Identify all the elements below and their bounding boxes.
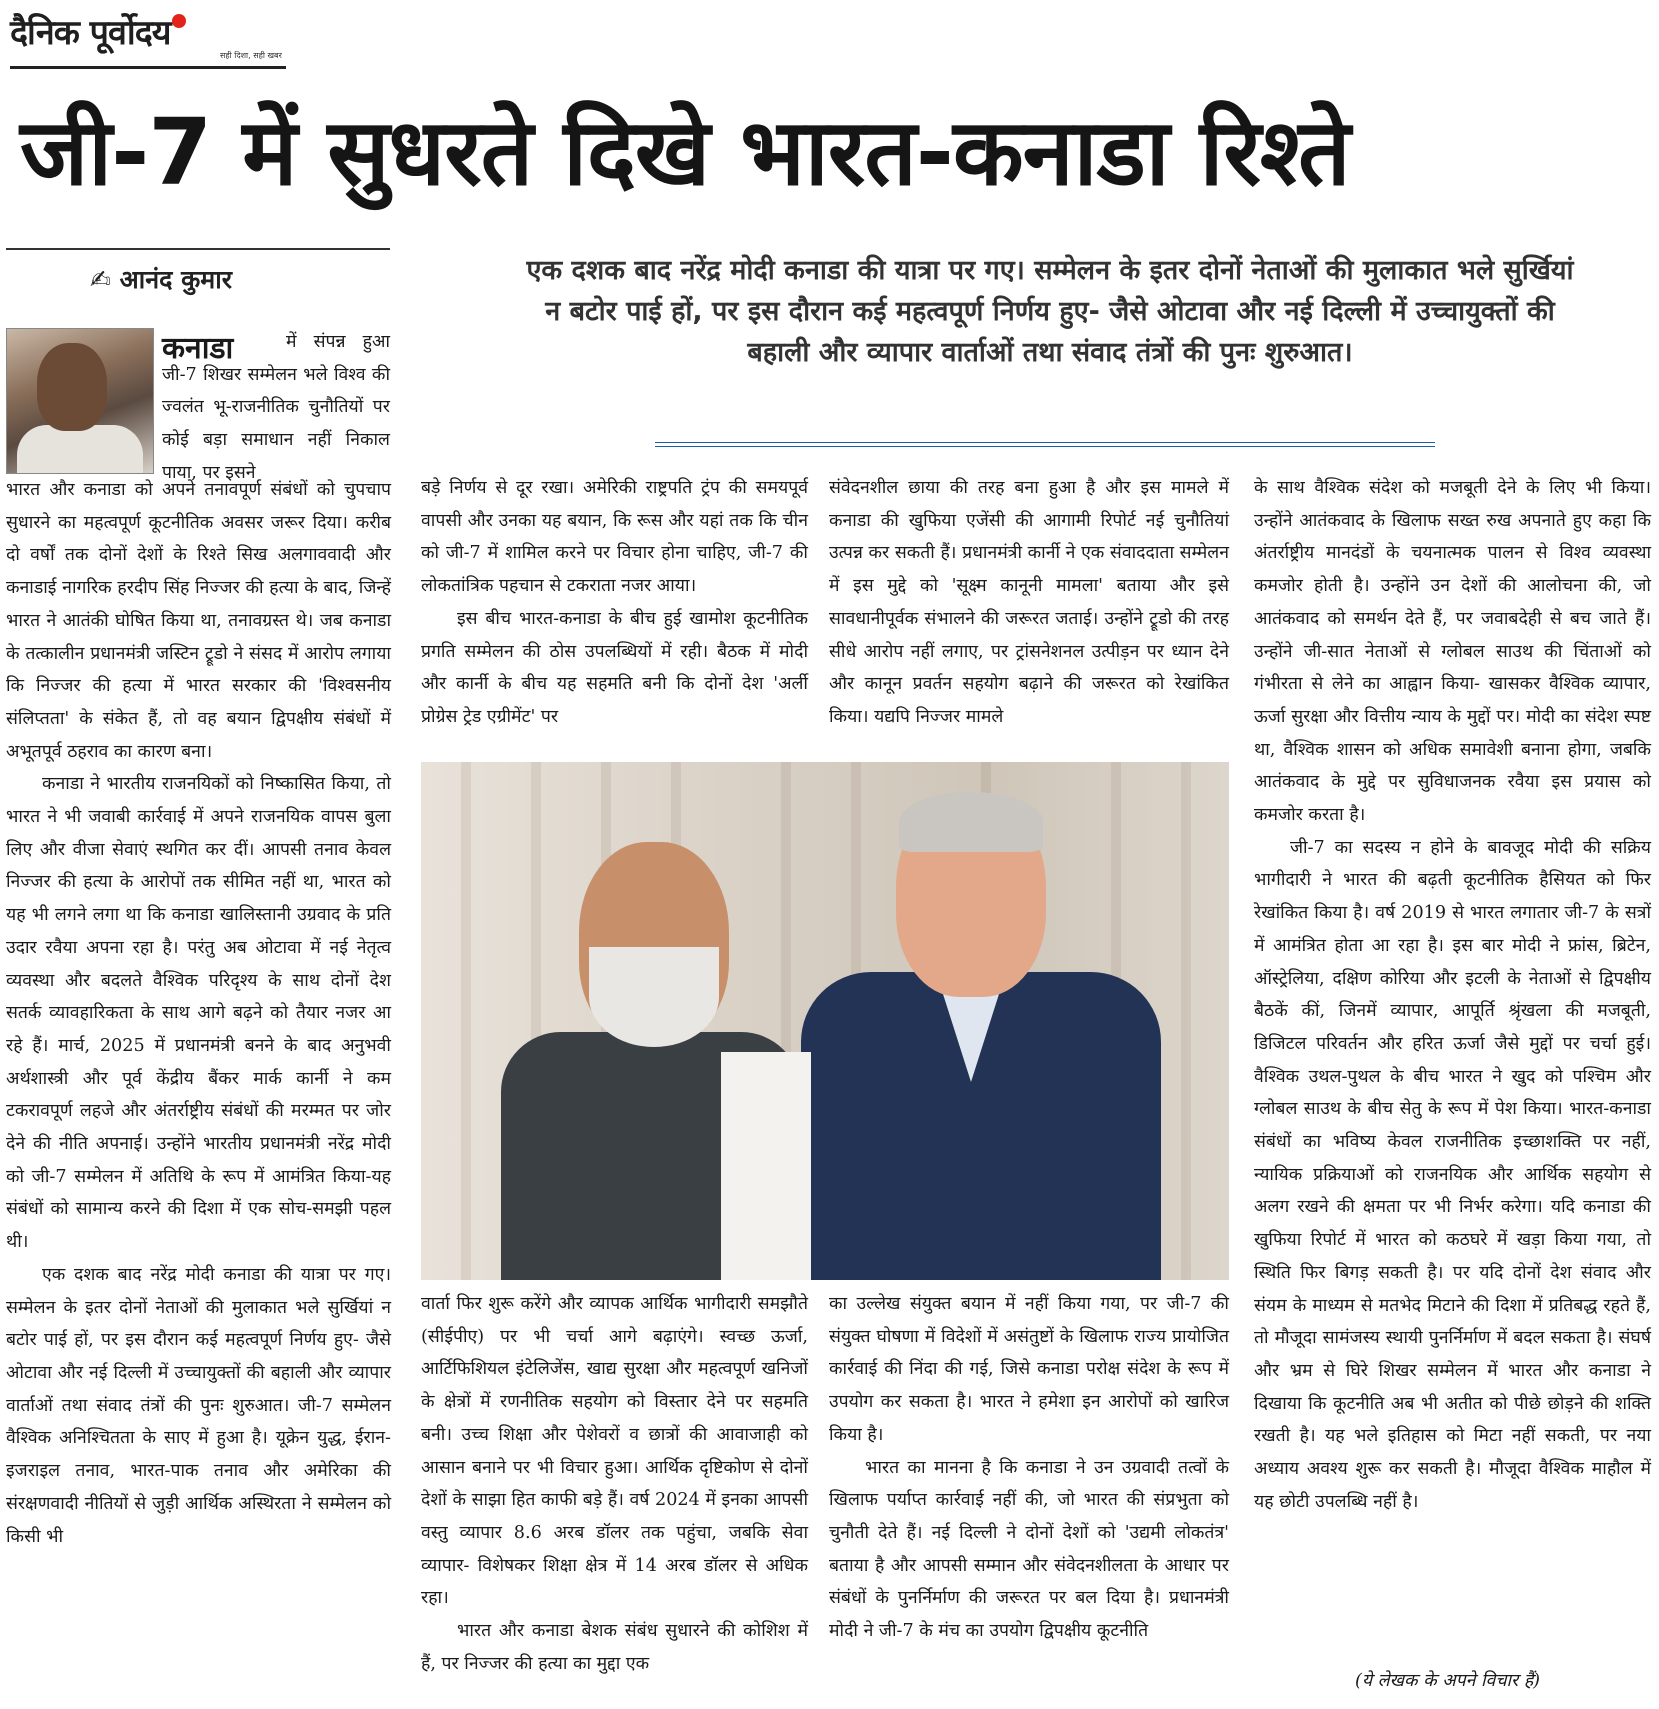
- paragraph: इस बीच भारत-कनाडा के बीच हुई खामोश कूटनीतिक प्रगति सम्मेलन की ठोस उपलब्धियों में रही। बैठक में मोदी और कार्नी के बीच यह सहमति बनी कि दोनों देश 'अर्ली प्रोग्रेस ट्रेड एग्रीमेंट' पर: [421, 608, 808, 727]
- paragraph: बड़े निर्णय से दूर रखा। अमेरिकी राष्ट्रपति ट्रंप की समयपूर्व वापसी और उनका यह बयान, कि रूस और यहां तक कि चीन को जी-7 में शामिल करने पर विचार होना चाहिए, जी-7 की लोकतांत्रिक पहचान से टकराता नजर आया।: [421, 478, 808, 597]
- author-photo: [6, 328, 154, 474]
- paragraph: कनाडा ने भारतीय राजनयिकों को निष्कासित किया, तो भारत ने भी जवाबी कार्रवाई में अपने राजनयिक वापस बुला लिए और वीजा सेवाएं स्थगित कर दीं। आपसी तनाव केवल निज्जर की हत्या के आरोपों तक सीमित नहीं था, भारत को यह भी लगने लगा था कि कनाडा खालिस्तानी उग्रवाद के प्रति उदार रवैया अपना रहा है। परंतु अब ओटावा में नई नेतृत्व व्यवस्था और बदलते वैश्विक परिदृश्य के साथ दोनों देश सतर्क व्यावहारिकता के साथ आगे बढ़ने को तैयार नजर आ रहे हैं। मार्च, 2025 में प्रधानमंत्री बनने के बाद अनुभवी अर्थशास्त्री और पूर्व केंद्रीय बैंकर मार्क कार्नी ने कम टकरावपूर्ण लहजे और अंतर्राष्ट्रीय संबंधों की मरम्मत पर जोर देने की नीति अपनाई। उन्होंने भारतीय प्रधानमंत्री नरेंद्र मोदी को जी-7 सम्मेलन में अतिथि के रूप में आमंत्रित किया-यह संबंधों को सामान्य करने की दिशा में एक सोच-समझी पहल थी।: [6, 774, 391, 1253]
- headline: जी-7 में सुधरते दिखे भारत-कनाडा रिश्ते: [20, 99, 1350, 206]
- paragraph: वार्ता फिर शुरू करेंगे और व्यापक आर्थिक भागीदारी समझौते (सीईपीए) पर भी चर्चा आगे बढ़ाएंगे। स्वच्छ ऊर्जा, आर्टिफिशियल इंटेलिजेंस, खाद्य सुरक्षा और महत्वपूर्ण खनिजों के क्षेत्रों में रणनीतिक सहयोग को विस्तार देने पर सहमति बनी। उच्च शिक्षा और पेशेवरों व छात्रों की आवाजाही को आसान बनाने पर भी विचार हुआ। आर्थिक दृष्टिकोण से दोनों देशों के साझा हित काफी बड़े हैं। वर्ष 2024 में इनका आपसी वस्तु व्यापार 8.6 अरब डॉलर तक पहुंचा, जबकि सेवा व्यापार- विशेषकर शिक्षा क्षेत्र में 14 अरब डॉलर से अधिक रहा।: [421, 1294, 808, 1609]
- paragraph: भारत का मानना है कि कनाडा ने उन उग्रवादी तत्वों के खिलाफ पर्याप्त कार्रवाई नहीं की, जो भारत की संप्रभुता को चुनौती देते हैं। नई दिल्ली ने दोनों देशों को 'उद्यमी लोकतंत्र' बताया है और आपसी सम्मान और संवेदनशीलता के आधार पर संबंधों के पुनर्निर्माण की जरूरत पर बल दिया है। प्रधानमंत्री मोदी ने जी-7 के मंच का उपयोग द्विपक्षीय कूटनीति: [829, 1457, 1229, 1642]
- masthead-sun-icon: [172, 14, 186, 28]
- author-name: आनंद कुमार: [119, 265, 232, 294]
- column-1: [6, 474, 391, 1553]
- paragraph: भारत और कनाडा को अपने तनावपूर्ण संबंधों को चुपचाप सुधारने का महत्वपूर्ण कूटनीतिक अवसर जरूर दिया। करीब दो वर्षों तक दोनों देशों के रिश्ते सिख अलगाववादी और कनाडाई नागरिक हरदीप सिंह निज्जर की हत्या के बाद, जिन्हें भारत ने आतंकी घोषित किया था, तनावग्रस्त थे। जब कनाडा के तत्कालीन प्रधानमंत्री जस्टिन ट्रूडो ने संसद में आरोप लगाया कि निज्जर की हत्या में भारत सरकार की 'विश्वसनीय संलिप्तता' के संकेत हैं, तो वह बयान द्विपक्षीय संबंधों में अभूतपूर्व ठहराव का कारण बना।: [6, 480, 392, 762]
- column-2-top: [421, 472, 808, 734]
- author-disclaimer: (ये लेखक के अपने विचार हैं): [1355, 1671, 1541, 1691]
- pen-icon: ✍: [90, 265, 111, 294]
- column-3-top: [829, 472, 1229, 734]
- column-2-bottom: [421, 1288, 808, 1680]
- paragraph: में संपन्न हुआ जी-7 शिखर सम्मेलन भले विश्व की ज्वलंत भू-राजनीतिक चुनौतियों पर कोई बड़ा समाधान नहीं निकाल पाया, पर इसने: [162, 332, 390, 483]
- paragraph: एक दशक बाद नरेंद्र मोदी कनाडा की यात्रा पर गए। सम्मेलन के इतर दोनों नेताओं की मुलाकात भले सुर्खियां न बटोर पाई हों, पर इस दौरान कई महत्वपूर्ण निर्णय हुए- जैसे ओटावा और नई दिल्ली में उच्चायुक्तों की बहाली और व्यापार वार्ताओं तथा संवाद तंत्रों की पुनः शुरुआत। जी-7 सम्मेलन वैश्विक अनिश्चितता के साए में हुआ है। यूक्रेन युद्ध, ईरान-इजराइल तनाव, भारत-पाक तनाव और अमेरिका की संरक्षणवादी नीतियों से जुड़ी आर्थिक अस्थिरता ने सम्मेलन को किसी भी: [6, 1264, 391, 1547]
- column-3-bottom: [829, 1288, 1229, 1648]
- news-photo-leaders-handshake: [421, 762, 1229, 1280]
- masthead-title: दैनिक पूर्वोदय: [10, 13, 171, 53]
- column-4: [1254, 472, 1651, 1519]
- masthead: [10, 8, 290, 72]
- deck-summary: एक दशक बाद नरेंद्र मोदी कनाडा की यात्रा पर गए। सम्मेलन के इतर दोनों नेताओं की मुलाकात भले सुर्खियां न बटोर पाई हों, पर इस दौरान कई महत्वपूर्ण निर्णय हुए- जैसे ओटावा और नई दिल्ली में उच्चायुक्तों की बहाली और व्यापार वार्ताओं तथा संवाद तंत्रों की पुनः शुरुआत।: [526, 255, 1574, 368]
- column-1-lead: [162, 326, 390, 490]
- paragraph: संवेदनशील छाया की तरह बना हुआ है और इस मामले में कनाडा की खुफिया एजेंसी की आगामी रिपोर्ट नई चुनौतियां उत्पन्न कर सकती हैं। प्रधानमंत्री कार्नी ने एक संवाददाता सम्मेलन में इस मुद्दे को 'सूक्ष्म कानूनी मामला' बताया और इसे सावधानीपूर्वक संभालने की जरूरत जताई। उन्होंने ट्रूडो की तरह सीधे आरोप नहीं लगाए, पर ट्रांसनेशनल उत्पीड़न पर ध्यान देने और कानून प्रवर्तन सहयोग बढ़ाने की जरूरत को रेखांकित किया। यद्यपि निज्जर मामले: [829, 478, 1229, 727]
- paragraph: के साथ वैश्विक संदेश को मजबूती देने के लिए भी किया। उन्होंने आतंकवाद के खिलाफ सख्त रुख अपनाते हुए कहा कि अंतर्राष्ट्रीय मानदंडों के चयनात्मक पालन से विश्व व्यवस्था कमजोर होती है। उन्होंने उन देशों की आलोचना की, जो आतंकवाद को समर्थन देते हैं, पर जवाबदेही से बच जाते हैं। उन्होंने जी-सात नेताओं से ग्लोबल साउथ की चिंताओं को गंभीरता से लेने का आह्वान किया- खासकर वैश्विक व्यापार, ऊर्जा सुरक्षा और वित्तीय न्याय के मुद्दों पर। मोदी का संदेश स्पष्ट था, वैश्विक शासन को अधिक समावेशी बनाना होगा, जबकि आतंकवाद के मुद्दे पर सुविधाजनक रवैया इस प्रयास को कमजोर करता है।: [1254, 478, 1651, 826]
- byline-rule: [6, 248, 390, 250]
- deck-rule: [655, 442, 1435, 447]
- dateline: कनाडा: [162, 331, 234, 366]
- paragraph: जी-7 का सदस्य न होने के बावजूद मोदी की सक्रिय भागीदारी ने भारत की बढ़ती कूटनीतिक हैसियत को फिर रेखांकित किया है। वर्ष 2019 से भारत लगातार जी-7 के सत्रों में आमंत्रित होता आ रहा है। इस बार मोदी ने फ्रांस, ब्रिटेन, ऑस्ट्रेलिया, दक्षिण कोरिया और इटली के नेताओं से द्विपक्षीय बैठकें कीं, जिनमें व्यापार, आपूर्ति श्रृंखला की मजबूती, डिजिटल परिवर्तन और हरित ऊर्जा जैसे मुद्दों पर चर्चा हुई। वैश्विक उथल-पुथल के बीच भारत ने खुद को पश्चिम और ग्लोबल साउथ के बीच सेतु के रूप में पेश किया। भारत-कनाडा संबंधों का भविष्य केवल राजनीतिक इच्छाशक्ति पर नहीं, न्यायिक प्रक्रियाओं को राजनयिक और आर्थिक सहयोग से अलग रखने की क्षमता पर भी निर्भर करेगा। यदि कनाडा की खुफिया रिपोर्ट में भारत को कठघरे में खड़ा किया गया, तो स्थिति फिर बिगड़ सकती है। पर यदि दोनों देश संवाद और संयम के माध्यम से मतभेद मिटाने की दिशा में प्रतिबद्ध रहते हैं, तो मौजूदा सामंजस्य स्थायी पुनर्निर्माण में बदल सकता है। संघर्ष और भ्रम से घिरे शिखर सम्मेलन में भारत और कनाडा ने दिखाया कि कूटनीति अब भी अतीत को पीछे छोड़ने की शक्ति रखती है। यह भले इतिहास को मिटा नहीं सकती, पर नया अध्याय अवश्य शुरू कर सकती है। मौजूदा वैश्विक माहौल में यह छोटी उपलब्धि नहीं है।: [1254, 837, 1651, 1512]
- masthead-rule: [10, 66, 286, 69]
- paragraph: भारत और कनाडा बेशक संबंध सुधारने की कोशिश में हैं, पर निज्जर की हत्या का मुद्दा एक: [421, 1621, 808, 1674]
- masthead-tagline: सही दिशा, सही खबर: [220, 51, 282, 60]
- paragraph: का उल्लेख संयुक्त बयान में नहीं किया गया, पर जी-7 की संयुक्त घोषणा में विदेशों में असंतुष्टों के खिलाफ राज्य प्रायोजित कार्रवाई की निंदा की गई, जिसे कनाडा परोक्ष संदेश के रूप में उपयोग कर सकता है। भारत ने हमेशा इन आरोपों को खारिज किया है।: [829, 1294, 1229, 1445]
- byline: [90, 262, 232, 296]
